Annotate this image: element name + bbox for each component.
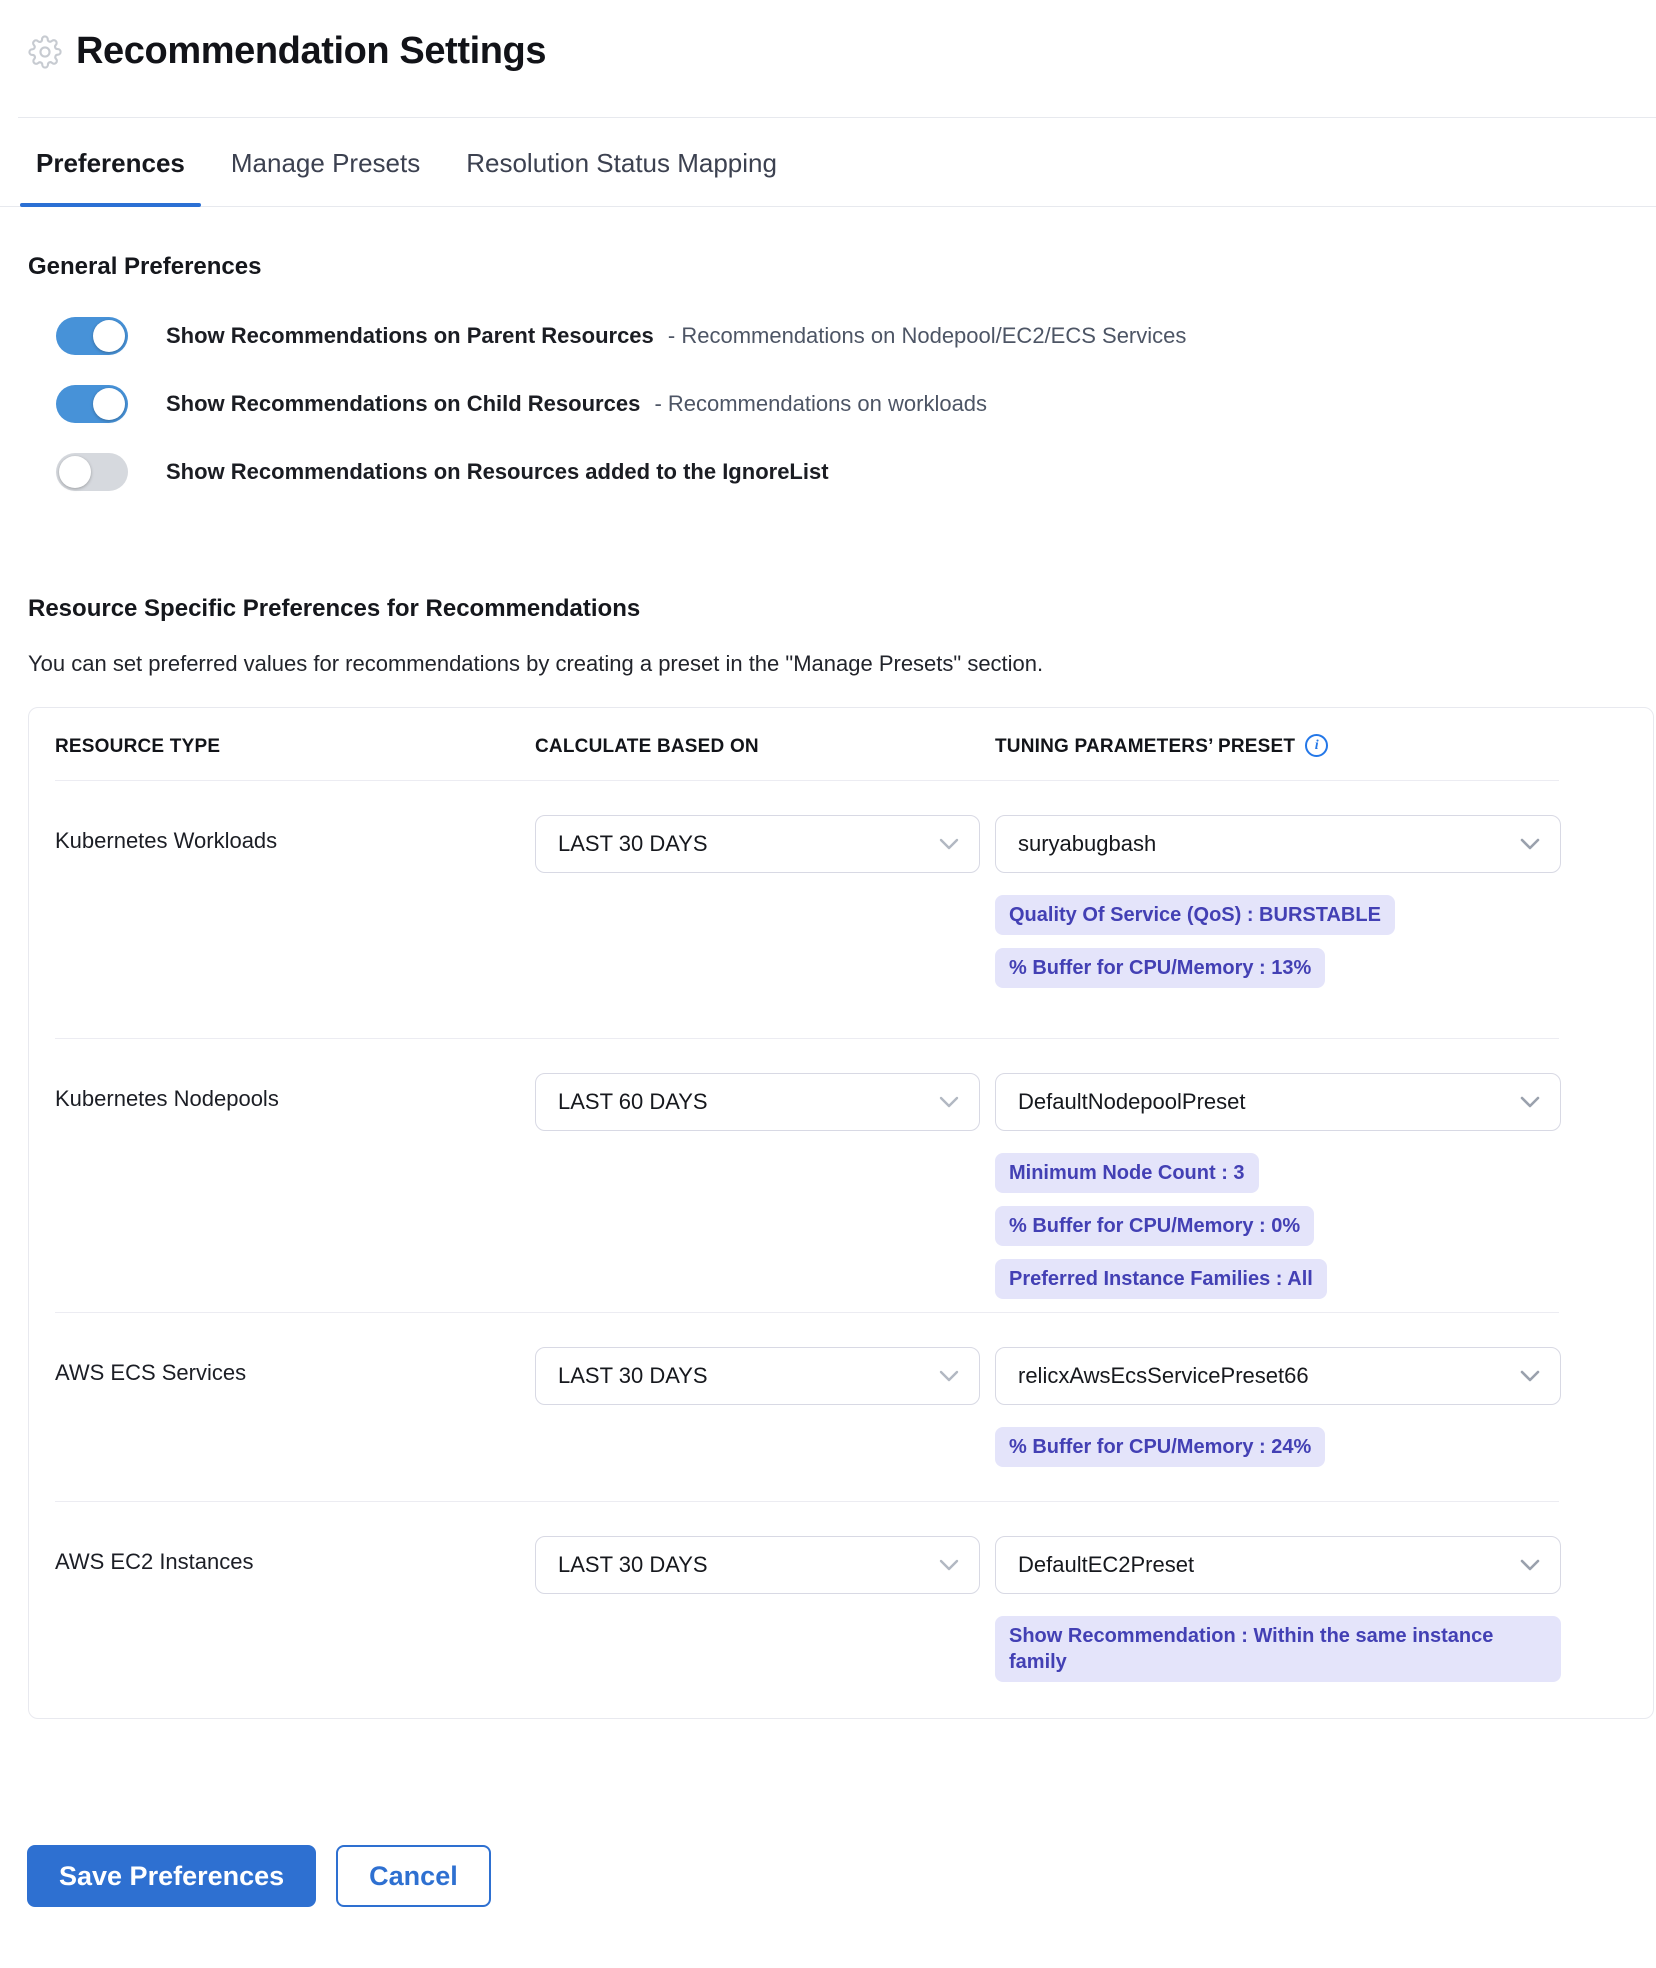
resource-preferences-description: You can set preferred values for recommendations by creating a preset in the "Manage Presets" section.	[28, 651, 1044, 676]
preset-parameter-chip: Show Recommendation : Within the same instance family	[995, 1616, 1561, 1682]
select-value: LAST 30 DAYS	[558, 1552, 708, 1577]
toggle-label: Show Recommendations on Child Resources	[166, 391, 641, 416]
toggle-description: - Recommendations on workloads	[654, 391, 988, 416]
toggle-knob	[93, 388, 125, 420]
toggle-text	[166, 389, 987, 419]
resource-type-label: Kubernetes Nodepools	[55, 1086, 279, 1111]
toggle-label: Show Recommendations on Resources added to the IgnoreList	[166, 459, 829, 484]
preset-parameter-chips	[995, 1427, 1561, 1467]
toggle-text	[166, 321, 1186, 351]
cancel-button[interactable]: Cancel	[336, 1845, 491, 1907]
footer-actions	[0, 1719, 1656, 1907]
toggle-text	[166, 457, 829, 487]
calculate-based-on-select[interactable]	[535, 1073, 980, 1131]
resource-type-label: AWS ECS Services	[55, 1360, 247, 1385]
preset-parameter-chip: % Buffer for CPU/Memory : 24%	[995, 1427, 1325, 1467]
chevron-down-icon	[1520, 1370, 1540, 1382]
page-title: Recommendation Settings	[76, 30, 547, 72]
preset-parameter-chip: Preferred Instance Families : All	[995, 1259, 1327, 1299]
calculate-based-on-select[interactable]	[535, 1347, 980, 1405]
column-header-label: TUNING PARAMETERS’ PRESET	[995, 736, 1296, 757]
select-value: relicxAwsEcsServicePreset66	[1018, 1363, 1309, 1388]
tuning-preset-select[interactable]	[995, 815, 1561, 873]
table-row	[29, 1502, 1653, 1718]
gear-icon	[28, 35, 62, 69]
parent-resources-toggle[interactable]	[56, 317, 128, 355]
preset-parameter-chip: Minimum Node Count : 3	[995, 1153, 1259, 1193]
select-value: DefaultNodepoolPreset	[1018, 1089, 1246, 1114]
child-resources-toggle[interactable]	[56, 385, 128, 423]
save-preferences-button[interactable]: Save Preferences	[27, 1845, 316, 1907]
toggle-knob	[93, 320, 125, 352]
tuning-preset-select[interactable]	[995, 1536, 1561, 1594]
resource-preferences-heading: Resource Specific Preferences for Recommendations	[28, 595, 641, 622]
select-value: DefaultEC2Preset	[1018, 1552, 1195, 1577]
calculate-based-on-select[interactable]	[535, 1536, 980, 1594]
chevron-down-icon	[1520, 838, 1540, 850]
toggle-row-child-resources	[56, 385, 1628, 423]
tab-label: Resolution Status Mapping	[466, 148, 777, 178]
column-header-resource-type: RESOURCE TYPE	[55, 736, 221, 757]
tab-bar	[0, 118, 1656, 207]
chevron-down-icon	[939, 1370, 959, 1382]
tab-resolution-status-mapping[interactable]	[450, 118, 793, 206]
toggle-description: - Recommendations on Nodepool/EC2/ECS Services	[667, 323, 1187, 348]
table-row	[29, 781, 1653, 1038]
tab-label: Manage Presets	[230, 148, 421, 178]
preset-parameter-chips	[995, 895, 1561, 988]
table-row	[29, 1313, 1653, 1501]
calculate-based-on-select[interactable]	[535, 815, 980, 873]
chevron-down-icon	[1520, 1096, 1540, 1108]
toggle-row-parent-resources	[56, 317, 1628, 355]
preset-parameter-chip: % Buffer for CPU/Memory : 0%	[995, 1206, 1314, 1246]
chevron-down-icon	[939, 1096, 959, 1108]
tab-preferences[interactable]	[20, 118, 201, 206]
tab-label: Preferences	[36, 148, 185, 178]
select-value: suryabugbash	[1018, 831, 1157, 856]
toggle-label: Show Recommendations on Parent Resources	[166, 323, 654, 348]
ignorelist-resources-toggle[interactable]	[56, 453, 128, 491]
select-value: LAST 30 DAYS	[558, 1363, 708, 1388]
column-header-tuning-preset	[995, 736, 1561, 758]
tuning-preset-select[interactable]	[995, 1347, 1561, 1405]
select-value: LAST 30 DAYS	[558, 831, 708, 856]
general-preferences-heading: General Preferences	[28, 253, 262, 280]
resource-preferences-table	[28, 707, 1654, 1719]
resource-type-label: Kubernetes Workloads	[55, 828, 278, 853]
toggle-knob	[59, 456, 91, 488]
page-header	[0, 0, 1656, 73]
preset-parameter-chip: Quality Of Service (QoS) : BURSTABLE	[995, 895, 1395, 935]
column-header-calculate-based-on: CALCULATE BASED ON	[535, 736, 759, 757]
toggle-row-ignorelist-resources	[56, 453, 1628, 491]
preset-parameter-chip: % Buffer for CPU/Memory : 13%	[995, 948, 1325, 988]
preset-parameter-chips	[995, 1153, 1561, 1299]
chevron-down-icon	[1520, 1559, 1540, 1571]
tab-manage-presets[interactable]	[215, 118, 436, 206]
preset-parameter-chips	[995, 1616, 1561, 1682]
chevron-down-icon	[939, 1559, 959, 1571]
table-row	[29, 1039, 1653, 1312]
select-value: LAST 60 DAYS	[558, 1089, 708, 1114]
tuning-preset-select[interactable]	[995, 1073, 1561, 1131]
table-header-row	[29, 708, 1653, 780]
chevron-down-icon	[939, 838, 959, 850]
resource-type-label: AWS EC2 Instances	[55, 1549, 254, 1574]
info-icon[interactable]: i	[1305, 734, 1328, 757]
